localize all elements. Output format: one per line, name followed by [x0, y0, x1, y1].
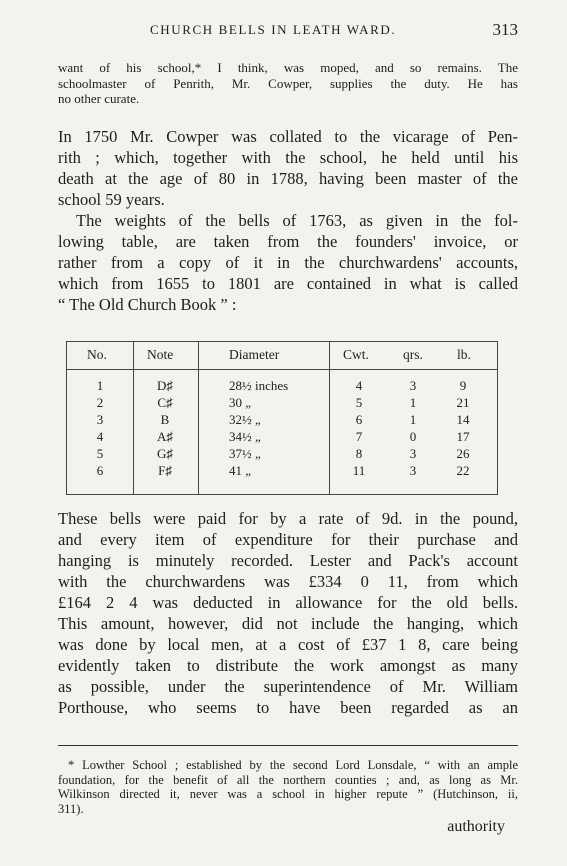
table-cell-no: 6 — [96, 463, 104, 478]
text-line: £164 2 4 was deducted in allowance for the old bells. — [58, 593, 518, 612]
text-line: no other curate. — [58, 91, 140, 106]
table-cell-no: 5 — [96, 446, 104, 461]
table-cell-note: G♯ — [157, 446, 173, 461]
text-line: was done by local men, at a cost of £37 1 8, care being — [58, 635, 518, 654]
continued-footnote-text — [58, 60, 518, 107]
table-cell-qrs: 1 — [409, 412, 417, 427]
text-line: lowing table, are taken from the founders' invoice, or — [58, 232, 518, 251]
footnote-line: foundation, for the benefit of all the northern counties ; and, as long as Mr. — [58, 772, 518, 787]
table-cell-diameter: 30 „ — [229, 395, 252, 410]
table-cell-qrs: 3 — [409, 463, 417, 478]
text-line: want of his school,* I think, was moped, and so remains. The — [58, 60, 518, 75]
footnote-line: Wilkinson directed it, never was a school in higher repute ” (Hutchinson, ii, — [58, 787, 518, 801]
table-cell-note: B — [160, 412, 170, 427]
table-cell-diameter: 37½ „ — [229, 446, 261, 461]
footnote-line: 311). — [58, 801, 84, 816]
table-cell-qrs: 3 — [409, 446, 417, 461]
text-line: These bells were paid for by a rate of 9d. in the pound, — [58, 509, 518, 528]
text-line: school 59 years. — [58, 190, 165, 209]
table-cell-note: F♯ — [158, 463, 172, 478]
footnote — [58, 758, 518, 816]
text-line: Porthouse, who seems to have been regarded as an — [58, 698, 518, 717]
text-line: In 1750 Mr. Cowper was collated to the vicarage of Pen- — [58, 127, 518, 146]
text-line: as possible, under the superintendence of Mr. William — [58, 677, 518, 696]
table-cell-no: 2 — [96, 395, 104, 410]
footnote-divider — [58, 745, 518, 746]
table-header-qrs: qrs. — [403, 347, 423, 362]
table-cell-note: A♯ — [157, 429, 173, 444]
text-line: which from 1655 to 1801 are contained in what is called — [58, 274, 518, 293]
table-header-cwt: Cwt. — [343, 347, 369, 362]
table-cell-lb: 14 — [456, 412, 470, 427]
running-title: CHURCH BELLS IN LEATH WARD. — [150, 22, 397, 37]
table-cell-lb: 9 — [459, 378, 467, 393]
table-cell-qrs: 3 — [409, 378, 417, 393]
table-cell-note: C♯ — [157, 395, 173, 410]
text-line: schoolmaster of Penrith, Mr. Cowper, supplies the duty. He has — [58, 75, 518, 91]
text-line: rather from a copy of it in the churchwardens' accounts, — [58, 253, 518, 272]
table-cell-cwt: 4 — [355, 378, 363, 393]
table-cell-diameter: 34½ „ — [229, 429, 261, 444]
paragraph-payment — [58, 508, 518, 718]
table-cell-qrs: 1 — [409, 395, 417, 410]
table-cell-lb: 21 — [456, 395, 470, 410]
table-cell-diameter: 28½ inches — [229, 378, 289, 393]
text-line: The weights of the bells of 1763, as given in the fol- — [76, 211, 518, 230]
table-cell-cwt: 8 — [355, 446, 363, 461]
table-cell-no: 1 — [96, 378, 104, 393]
table-cell-cwt: 11 — [352, 463, 366, 478]
text-line: This amount, however, did not include the hanging, which — [58, 614, 518, 633]
table-cell-diameter: 41 „ — [229, 463, 252, 478]
text-line: with the churchwardens was £334 0 11, from which — [58, 572, 518, 591]
catchword: authority — [447, 818, 505, 835]
text-line: hanging is minutely recorded. Lester and Pack's account — [58, 551, 518, 570]
table-header-no: No. — [87, 347, 107, 362]
table-cell-no: 4 — [96, 429, 104, 444]
page-number: 313 — [492, 20, 518, 39]
text-line: and every item of expenditure for their purchase and — [58, 530, 518, 549]
table-column-divider — [133, 342, 134, 494]
paragraph-vicarage — [58, 126, 518, 210]
table-cell-qrs: 0 — [409, 429, 417, 444]
text-line: rith ; which, together with the school, he held until his — [58, 148, 518, 167]
text-line: evidently taken to distribute the work amongst as many — [58, 656, 518, 675]
footnote-line: * Lowther School ; established by the second Lord Lonsdale, “ with an ample — [68, 758, 518, 772]
table-cell-cwt: 6 — [355, 412, 363, 427]
table-cell-lb: 17 — [456, 429, 470, 444]
table-cell-lb: 26 — [456, 446, 470, 461]
bell-weights-table — [66, 341, 498, 495]
text-line: “ The Old Church Book ” : — [58, 295, 237, 314]
text-line: death at the age of 80 in 1788, having been master of the — [58, 169, 518, 188]
page-header — [58, 20, 518, 44]
table-header-lb: lb. — [457, 347, 471, 362]
paragraph-bell-weights — [58, 210, 518, 315]
table-header-rule — [67, 369, 497, 370]
table-cell-cwt: 5 — [355, 395, 363, 410]
table-cell-lb: 22 — [456, 463, 470, 478]
table-header-diameter: Diameter — [229, 347, 280, 362]
table-column-divider — [198, 342, 199, 494]
table-cell-diameter: 32½ „ — [229, 412, 261, 427]
table-cell-note: D♯ — [157, 378, 173, 393]
table-cell-cwt: 7 — [355, 429, 363, 444]
table-cell-no: 3 — [96, 412, 104, 427]
table-column-divider — [329, 342, 330, 494]
table-header-note: Note — [147, 347, 174, 362]
